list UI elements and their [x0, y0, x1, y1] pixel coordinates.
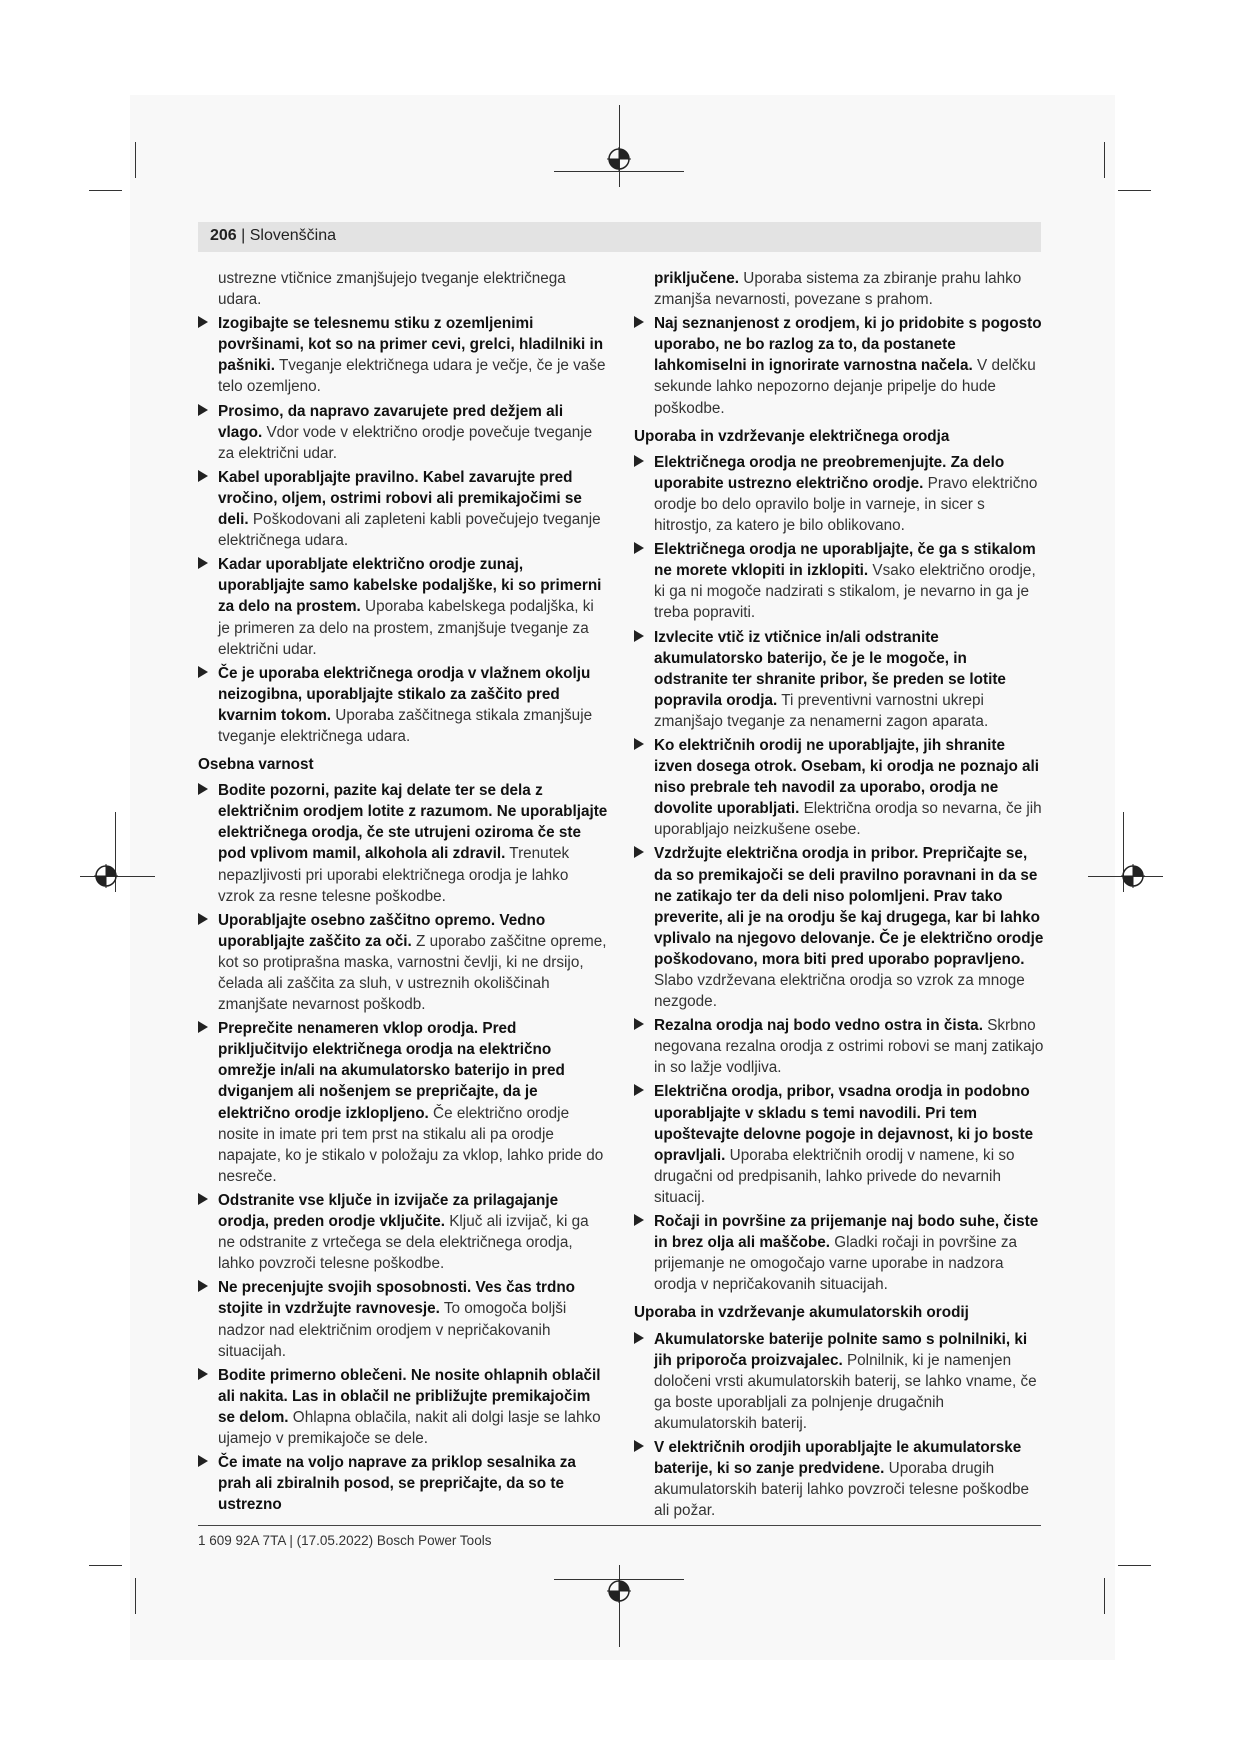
list-item: Akumulatorske baterije polnite samo s polnilniki, ki jih priporoča proizvajalec. Polnilnik, ki je namenjen določeni vrsti akumulatorskih baterij, se lahko vname, če ga boste uporabljali za polnjenje drugačnih akumulatorskih baterij. — [634, 1329, 1044, 1434]
crop-mark — [1104, 1578, 1105, 1614]
list-item: V električnih orodjih uporabljajte le akumulatorske baterije, ki so zanje predvidene. Uporaba drugih akumulatorskih baterij lahko povzroči telesne poškodbe ali požar. — [634, 1437, 1044, 1521]
crop-mark — [89, 1565, 122, 1566]
registration-line — [619, 1565, 620, 1647]
list-item: Električna orodja, pribor, vsadna orodja in podobno uporabljajte v skladu s temi navodili. Pri tem upoštevajte delovne pogoje in dejavnost, ki jo boste opravljali. Uporaba električnih orodij v namene, ki so drugačni od predpisanih, lahko privede do nevarnih situacij. — [634, 1081, 1044, 1208]
bullet-arrow-icon — [198, 913, 208, 925]
list-item: Ne precenjujte svojih sposobnosti. Ves čas trdno stojite in vzdržujte ravnovesje. To omogoča boljši nadzor nad električnim orodjem v nepričakovanih situacijah. — [198, 1277, 608, 1361]
page-number: 206 — [210, 227, 237, 244]
footer-rule — [198, 1525, 1041, 1526]
section-heading: Osebna varnost — [198, 756, 314, 774]
registration-line — [554, 171, 684, 172]
bullet-arrow-icon — [634, 1332, 644, 1344]
bullet-arrow-icon — [634, 1440, 644, 1452]
list-item: Izogibajte se telesnemu stiku z ozemljenimi površinami, kot so na primer cevi, grelci, hladilniki in pašniki. Tveganje električnega udara je večje, če je vaše telo ozemljeno. — [198, 313, 608, 397]
continuation-paragraph: priključene. Uporaba sistema za zbiranje prahu lahko zmanjša nevarnosti, povezane s prahom. — [654, 270, 1022, 309]
bullet-arrow-icon — [198, 783, 208, 795]
bullet-arrow-icon — [198, 557, 208, 569]
continuation-paragraph: ustrezne vtičnice zmanjšujejo tveganje električnega udara. — [218, 270, 566, 309]
registration-target-icon — [607, 1579, 631, 1603]
bullet-arrow-icon — [634, 630, 644, 642]
crop-mark — [1104, 142, 1105, 178]
registration-line — [619, 105, 620, 187]
list-item: Ročaji in površine za prijemanje naj bodo suhe, čiste in brez olja ali maščobe. Gladki ročaji in površine za prijemanje ne omogočajo varne uporabe in nadzora orodja v nepričakovanih situacijah. — [634, 1211, 1044, 1295]
list-item: Prosimo, da napravo zavarujete pred dežjem ali vlago. Vdor vode v električno orodje povečuje tveganje za električni udar. — [198, 401, 608, 464]
bullet-arrow-icon — [634, 455, 644, 467]
bullet-arrow-icon — [634, 542, 644, 554]
left-column — [198, 268, 608, 1518]
bullet-arrow-icon — [634, 738, 644, 750]
list-item: Preprečite nenameren vklop orodja. Pred priključitvijo električnega orodja na električno omrežje in/ali na akumulatorsko baterijo in pred dviganjem ali nošenjem se prepričajte, da je električno orodje izklopljeno. Če električno orodje nosite in imate pri tem prst na stikalu ali pa orodje napajate, ko je stikalo v položaju za vklop, lahko pride do nesreče. — [198, 1018, 608, 1187]
page-header — [210, 227, 336, 245]
crop-mark — [89, 190, 122, 191]
bullet-arrow-icon — [198, 470, 208, 482]
list-item: Naj seznanjenost z orodjem, ki jo pridobite s pogosto uporabo, ne bo razlog za to, da postanete lahkomiselni in ignorirate varnostna načela. V delčku sekunde lahko nepozorno dejanje pripelje do hude poškodbe. — [634, 313, 1044, 418]
header-separator: | — [236, 227, 250, 244]
list-item: Kadar uporabljate električno orodje zunaj, uporabljajte samo kabelske podaljške, ki so primerni za delo na prostem. Uporaba kabelskega podaljška, ki je primeren za delo na prostem, zmanjšuje tveganje za električni udar. — [198, 554, 608, 659]
bullet-arrow-icon — [198, 1021, 208, 1033]
bullet-arrow-icon — [634, 846, 644, 858]
right-column — [634, 268, 1044, 1524]
bullet-arrow-icon — [198, 1193, 208, 1205]
crop-mark — [1118, 1565, 1151, 1566]
list-item: Če imate na voljo naprave za priklop sesalnika za prah ali zbiralnih posod, se prepričajte, da so te ustrezno — [198, 1452, 608, 1515]
section-heading: Uporaba in vzdrževanje akumulatorskih orodij — [634, 1304, 969, 1322]
list-item: Rezalna orodja naj bodo vedno ostra in čista. Skrbno negovana rezalna orodja z ostrimi robovi se manj zatikajo in so lažje vodljiva. — [634, 1015, 1044, 1078]
list-item: Ko električnih orodij ne uporabljajte, jih shranite izven dosega otrok. Osebam, ki orodja ne poznajo ali niso prebrale teh navodil za uporabo, orodja ne dovolite uporabljati. Električna orodja so nevarna, če jih uporabljajo neizkušene osebe. — [634, 735, 1044, 840]
list-item: Vzdržujte električna orodja in pribor. Prepričajte se, da so premikajoči se deli pravilno poravnani in da se ne zatikajo ter da deli niso polomljeni. Prav tako preverite, ali je na orodju še kaj drugega, kar bi lahko vplivalo na njegovo delovanje. Če je električno orodje poškodovano, mora biti pred uporabo popravljeno. Slabo vzdrževana električna orodja so vzrok za mnoge nezgode. — [634, 843, 1044, 1012]
list-item: Kabel uporabljajte pravilno. Kabel zavarujte pred vročino, oljem, ostrimi robovi ali premikajočimi se deli. Poškodovani ali zapleteni kabli povečujejo tveganje električnega udara. — [198, 467, 608, 551]
list-item: Bodite primerno oblečeni. Ne nosite ohlapnih oblačil ali nakita. Las in oblačil ne približujte premikajočim se delom. Ohlapna oblačila, nakit ali dolgi lasje se lahko ujamejo v premikajoče se dele. — [198, 1365, 608, 1449]
section-heading: Uporaba in vzdrževanje električnega orodja — [634, 427, 950, 445]
bullet-arrow-icon — [634, 316, 644, 328]
bullet-arrow-icon — [634, 1214, 644, 1226]
list-item: Uporabljajte osebno zaščitno opremo. Vedno uporabljajte zaščito za oči. Z uporabo zaščitne opreme, kot so protiprašna maska, varnostni čevlji, ki ne drsijo, čelada ali zaščita za sluh, v ustreznih okoliščinah zmanjšate nevarnost poškodb. — [198, 910, 608, 1015]
bullet-arrow-icon — [198, 666, 208, 678]
bullet-arrow-icon — [634, 1084, 644, 1096]
page-footer: 1 609 92A 7TA | (17.05.2022) Bosch Power Tools — [198, 1533, 492, 1548]
registration-target-icon — [94, 864, 118, 888]
list-item: Odstranite vse ključe in izvijače za prilagajanje orodja, preden orodje vključite. Ključ ali izvijač, ki ga ne odstranite z vrtečega se dela električnega orodja, lahko povzroči telesne poškodbe. — [198, 1190, 608, 1274]
bullet-arrow-icon — [198, 1455, 208, 1467]
bullet-arrow-icon — [198, 1368, 208, 1380]
list-item: Izvlecite vtič iz vtičnice in/ali odstranite akumulatorsko baterijo, če je le mogoče, in odstranite ter shranite pribor, še preden se lotite popravila orodja. Ti preventivni varnostni ukrepi zmanjšajo tveganje za nenamerni zagon aparata. — [634, 627, 1044, 732]
list-item: Električnega orodja ne preobremenjujte. Za delo uporabite ustrezno električno orodje. Pravo električno orodje bo delo opravilo bolje in varneje, in sicer s hitrostjo, za katero je bilo oblikovano. — [634, 452, 1044, 536]
crop-mark — [1118, 190, 1151, 191]
crop-mark — [135, 142, 136, 178]
bullet-arrow-icon — [198, 404, 208, 416]
bullet-arrow-icon — [198, 1280, 208, 1292]
header-language: Slovenščina — [249, 227, 337, 244]
crop-mark — [135, 1578, 136, 1614]
list-item: Bodite pozorni, pazite kaj delate ter se dela z električnim orodjem lotite z razumom. Ne uporabljajte električnega orodja, če ste utrujeni oziroma če ste pod vplivom mamil, alkohola ali zdravil. Trenutek nepazljivosti pri uporabi električnega orodja je lahko vzrok za resne telesne poškodbe. — [198, 780, 608, 907]
bullet-arrow-icon — [198, 316, 208, 328]
bullet-arrow-icon — [634, 1018, 644, 1030]
list-item: Če je uporaba električnega orodja v vlažnem okolju neizogibna, uporabljajte stikalo za zaščito pred kvarnim tokom. Uporaba zaščitnega stikala zmanjšuje tveganje električnega udara. — [198, 663, 608, 747]
list-item: Električnega orodja ne uporabljajte, če ga s stikalom ne morete vklopiti in izklopiti. Vsako električno orodje, ki ga ni mogoče nadzirati s stikalom, je nevarno in ga je treba popraviti. — [634, 539, 1044, 623]
registration-target-icon — [607, 147, 631, 171]
registration-target-icon — [1121, 864, 1145, 888]
